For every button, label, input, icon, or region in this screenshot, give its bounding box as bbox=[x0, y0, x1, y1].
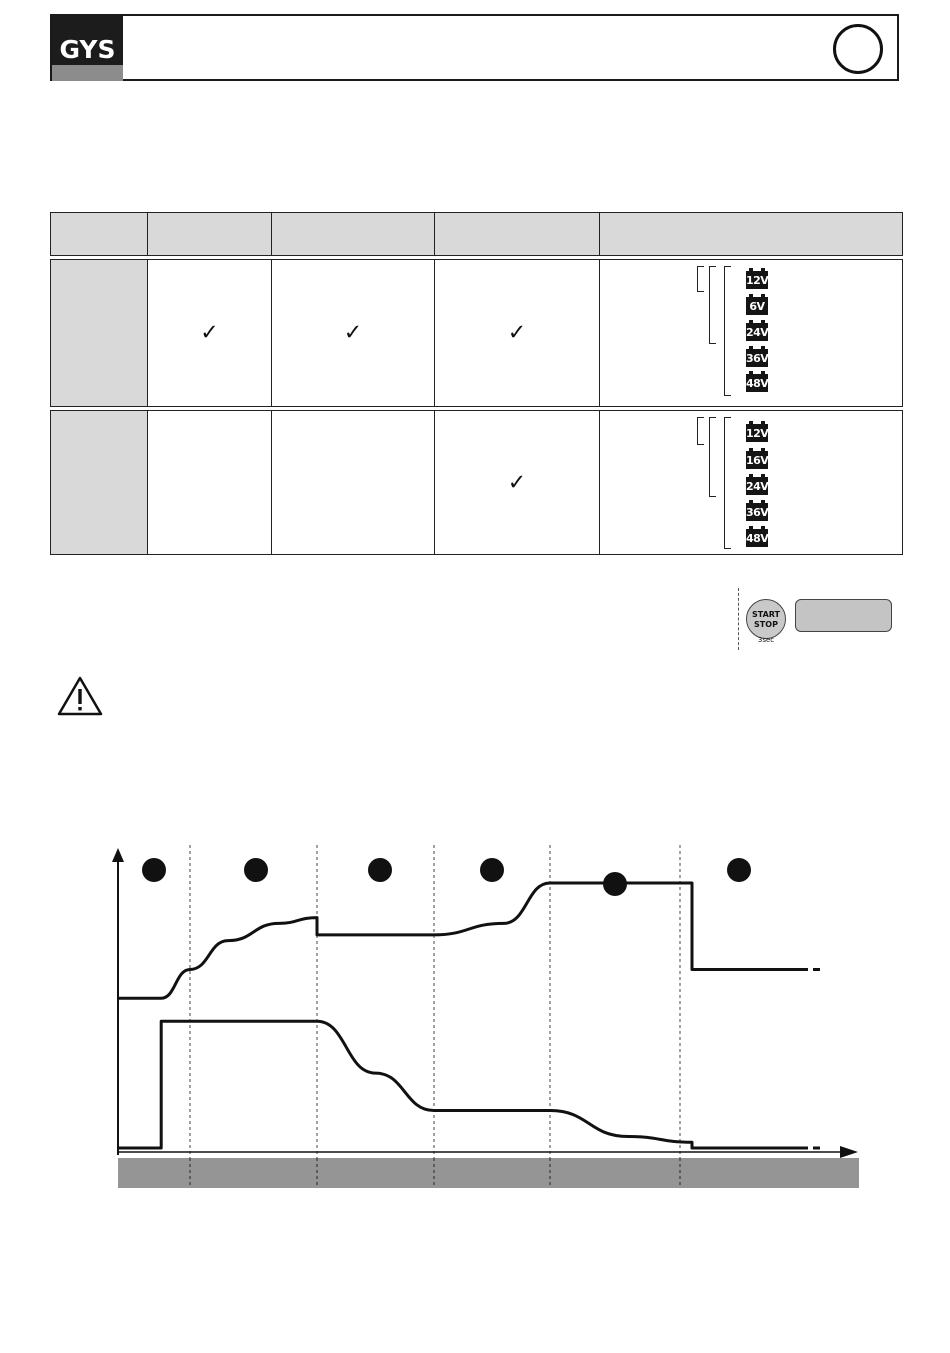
table-cell bbox=[272, 260, 435, 407]
start-label: START bbox=[751, 610, 781, 619]
phase-marker-icon bbox=[368, 858, 392, 882]
y-axis-arrow bbox=[112, 848, 124, 862]
voltage-curve bbox=[118, 883, 800, 998]
header-cell-4 bbox=[435, 213, 600, 256]
bracket bbox=[709, 266, 716, 344]
phase-markers bbox=[142, 858, 751, 896]
current-curve bbox=[118, 1021, 800, 1148]
x-axis-arrow bbox=[840, 1146, 858, 1158]
display-panel bbox=[795, 599, 892, 632]
phase-marker-icon bbox=[244, 858, 268, 882]
table-row bbox=[50, 410, 903, 555]
header-cell-1 bbox=[51, 213, 148, 256]
battery-icon: 6V bbox=[746, 297, 768, 315]
check-icon: ✓ bbox=[507, 320, 527, 346]
page-header bbox=[50, 14, 899, 81]
table-cell bbox=[435, 411, 600, 555]
header-cell-5 bbox=[600, 213, 903, 256]
hold-duration-label: 3sec bbox=[757, 636, 775, 644]
table-cell bbox=[435, 260, 600, 407]
gys-logo bbox=[52, 16, 123, 81]
logo-bar bbox=[52, 65, 123, 81]
voltage-cell bbox=[600, 411, 903, 555]
battery-icon: 36V bbox=[746, 503, 768, 521]
phase-marker-icon bbox=[727, 858, 751, 882]
voltage-cell bbox=[600, 260, 903, 407]
chart-series bbox=[118, 883, 820, 1148]
battery-icon: 48V bbox=[746, 374, 768, 392]
battery-icon: 12V bbox=[746, 424, 768, 442]
bracket bbox=[697, 266, 704, 292]
battery-icon: 24V bbox=[746, 323, 768, 341]
phase-marker-icon bbox=[603, 872, 627, 896]
charge-curve-chart bbox=[0, 840, 950, 1200]
start-stop-separator bbox=[738, 588, 739, 650]
start-stop-button-icon bbox=[746, 599, 786, 639]
stop-label: STOP bbox=[754, 620, 778, 629]
row-label-cell bbox=[51, 260, 148, 407]
bracket bbox=[697, 417, 704, 445]
bracket bbox=[724, 266, 731, 396]
battery-icon: 24V bbox=[746, 477, 768, 495]
battery-icon: 36V bbox=[746, 349, 768, 367]
phase-marker-icon bbox=[480, 858, 504, 882]
check-icon: ✓ bbox=[507, 470, 527, 495]
table-cell bbox=[272, 411, 435, 555]
bracket bbox=[709, 417, 716, 497]
table-cell bbox=[148, 260, 272, 407]
row-label-cell bbox=[51, 411, 148, 555]
battery-icon: 16V bbox=[746, 451, 768, 469]
bracket bbox=[724, 417, 731, 549]
language-circle-icon bbox=[833, 24, 883, 74]
header-cell-3 bbox=[272, 213, 435, 256]
phase-bar bbox=[118, 1158, 859, 1188]
warning-triangle-icon bbox=[56, 675, 104, 717]
mode-table-header bbox=[50, 212, 903, 256]
check-icon: ✓ bbox=[343, 320, 363, 346]
battery-icon: 12V bbox=[746, 271, 768, 289]
table-row bbox=[50, 259, 903, 407]
table-cell bbox=[148, 411, 272, 555]
battery-icon: 48V bbox=[746, 529, 768, 547]
header-cell-2 bbox=[148, 213, 272, 256]
phase-marker-icon bbox=[142, 858, 166, 882]
check-icon: ✓ bbox=[200, 320, 219, 346]
logo-text: GYS bbox=[59, 35, 116, 64]
